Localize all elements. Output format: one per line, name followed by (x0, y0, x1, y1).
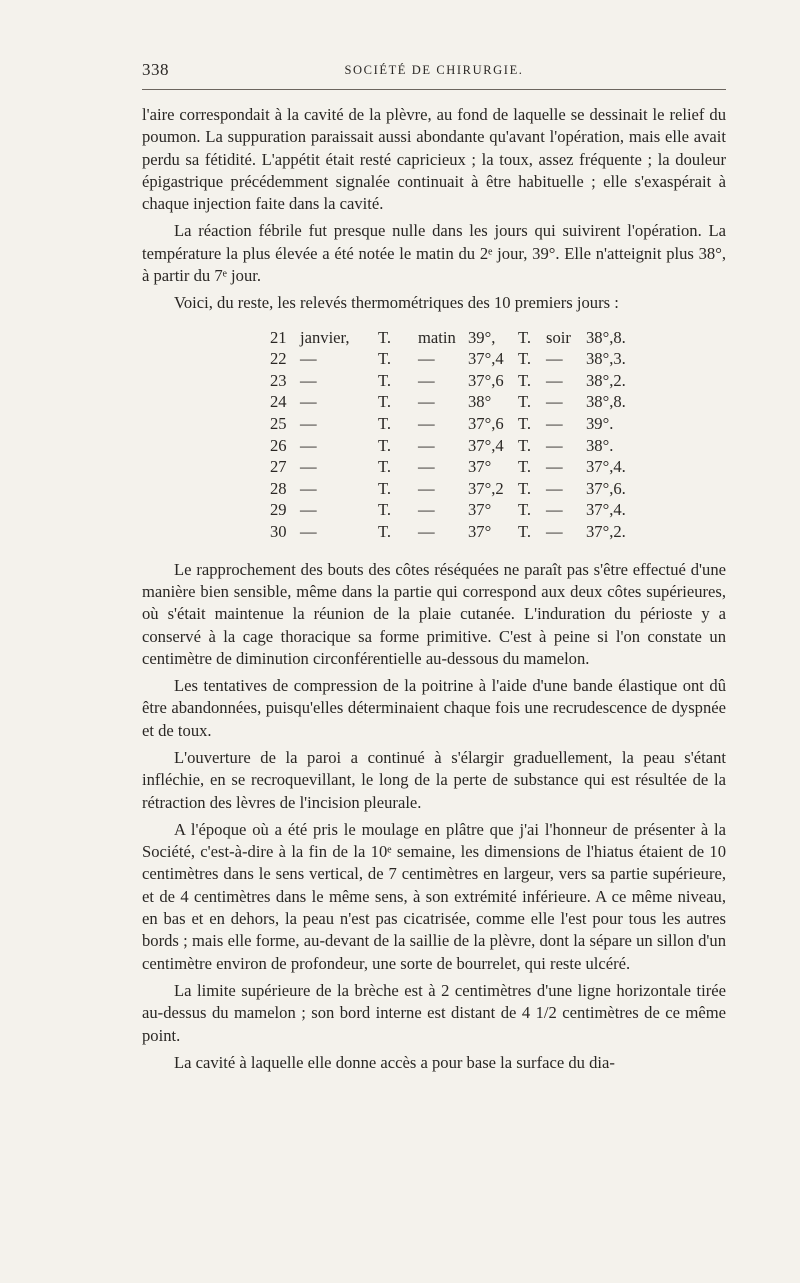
temperature-table (270, 327, 640, 543)
table-cell-month: — (300, 500, 317, 520)
table-cell-evening-label: — (546, 478, 563, 498)
table-cell-evening-label: soir (546, 327, 571, 347)
table-cell-evening-temp: 37°,6. (586, 478, 626, 498)
header-rule (142, 89, 726, 90)
paragraph: La limite supérieure de la brèche est à 2 centimètres d'une ligne horizontale tirée au-dessus du mamelon ; son bord interne est distant de 4 1/2 centimètres de ce même point. (142, 980, 726, 1045)
table-row (270, 435, 640, 457)
table-cell-t-morning: T. (378, 349, 392, 369)
table-cell-morning-temp: 37° (468, 522, 492, 542)
table-cell-month: — (300, 349, 317, 369)
table-cell-t-evening: T. (518, 522, 532, 542)
table-cell-evening-label: — (546, 457, 563, 477)
table-row (270, 521, 640, 543)
table-cell-day: 25 (270, 414, 287, 434)
table-cell-evening-temp: 39°. (586, 414, 614, 434)
table-row (270, 348, 640, 370)
table-cell-morning-temp: 37°,4 (468, 349, 504, 369)
table-cell-day: 30 (270, 522, 287, 542)
table-cell-evening-label: — (546, 500, 563, 520)
body-text (142, 104, 726, 1079)
paragraph: Le rapprochement des bouts des côtes réséquées ne paraît pas s'être effectué d'une manière bien sensible, même dans la partie qui correspond aux deux côtes supérieures, où s'était maintenue la réunion de la plaie cutanée. L'induration du périoste y a conservé à la cage thoracique sa forme primitive. C'est à peine si l'on constate un centimètre de diminution circonférentielle au-dessous du mamelon. (142, 559, 726, 668)
table-cell-morning-label: — (418, 457, 435, 477)
table-cell-evening-label: — (546, 392, 563, 412)
page-number: 338 (142, 60, 169, 79)
table-cell-evening-label: — (546, 435, 563, 455)
table-cell-morning-label: — (418, 349, 435, 369)
table-cell-evening-temp: 37°,4. (586, 500, 626, 520)
table-cell-morning-label: — (418, 370, 435, 390)
table-cell-t-evening: T. (518, 500, 532, 520)
paragraph: L'ouverture de la paroi a continué à s'élargir graduellement, la peau s'étant infléchie, en se recroquevillant, le long de la perte de substance qui est résultée de la rétraction des lèvres de l'incision pleurale. (142, 747, 726, 812)
table-cell-morning-label: — (418, 414, 435, 434)
table-cell-t-morning: T. (378, 522, 392, 542)
paragraph: Voici, du reste, les relevés thermométriques des 10 premiers jours : (174, 293, 619, 313)
paragraph: l'aire correspondait à la cavité de la plèvre, au fond de laquelle se dessinait le relief du poumon. La suppuration paraissait aussi abondante qu'avant l'opération, mais elle avait perdu sa fétidité. L'appétit était resté capricieux ; la toux, assez fréquente ; la douleur épigastrique précédemment signalée continuait à être habituelle ; elle s'exaspérait à chaque injection faite dans la cavité. (142, 105, 726, 214)
table-cell-evening-label: — (546, 522, 563, 542)
table-cell-month: — (300, 457, 317, 477)
table-row (270, 327, 640, 349)
paragraph: A l'époque où a été pris le moulage en plâtre que j'ai l'honneur de présenter à la Société, c'est-à-dire à la fin de la 10ᵉ semaine, les dimensions de l'hiatus étaient de 10 centimètres dans le sens vertical, de 7 centimètres en largeur, vers sa partie supérieure, et de 4 centimètres dans le même sens, à son extrémité inférieure. A ce même niveau, en bas et en dehors, la peau n'est pas cicatrisée, comme elle l'est pour tous les autres bords ; mais elle forme, au-devant de la saillie de la plèvre, dont la sépare un sillon d'un centimètre environ de profondeur, une sorte de bourrelet, qui reste ulcéré. (142, 819, 726, 973)
table-cell-morning-temp: 37°,2 (468, 478, 504, 498)
table-cell-month: janvier, (300, 327, 350, 347)
table-cell-morning-temp: 37°,4 (468, 435, 504, 455)
table-cell-morning-temp: 37°,6 (468, 370, 504, 390)
table-cell-t-morning: T. (378, 500, 392, 520)
table-cell-month: — (300, 522, 317, 542)
table-cell-evening-label: — (546, 349, 563, 369)
table-row (270, 456, 640, 478)
table-cell-month: — (300, 435, 317, 455)
table-cell-evening-temp: 37°,2. (586, 522, 626, 542)
table-cell-t-evening: T. (518, 478, 532, 498)
table-cell-t-evening: T. (518, 414, 532, 434)
table-cell-t-morning: T. (378, 370, 392, 390)
table-cell-morning-label: — (418, 435, 435, 455)
table-cell-day: 24 (270, 392, 287, 412)
table-cell-evening-label: — (546, 370, 563, 390)
table-cell-evening-temp: 37°,4. (586, 457, 626, 477)
table-cell-evening-temp: 38°,2. (586, 370, 626, 390)
table-cell-evening-temp: 38°,8. (586, 327, 626, 347)
table-cell-t-evening: T. (518, 327, 532, 347)
table-cell-morning-temp: 37°,6 (468, 414, 504, 434)
table-row (270, 478, 640, 500)
table-cell-month: — (300, 478, 317, 498)
table-cell-evening-label: — (546, 414, 563, 434)
table-cell-t-evening: T. (518, 435, 532, 455)
table-cell-evening-temp: 38°. (586, 435, 614, 455)
table-cell-t-morning: T. (378, 414, 392, 434)
table-cell-t-evening: T. (518, 370, 532, 390)
table-cell-morning-label: — (418, 392, 435, 412)
paragraph: La réaction fébrile fut presque nulle dans les jours qui suivirent l'opération. La température la plus élevée a été notée le matin du 2ᵉ jour, 39°. Elle n'atteignit plus 38°, à partir du 7ᵉ jour. (142, 221, 726, 286)
table-cell-day: 29 (270, 500, 287, 520)
page-header (142, 60, 726, 84)
table-cell-day: 22 (270, 349, 287, 369)
table-cell-t-morning: T. (378, 435, 392, 455)
table-cell-day: 28 (270, 478, 287, 498)
table-cell-t-morning: T. (378, 392, 392, 412)
paragraph: La cavité à laquelle elle donne accès a pour base la surface du dia- (174, 1052, 615, 1072)
table-row (270, 499, 640, 521)
table-cell-morning-temp: 38° (468, 392, 492, 412)
table-cell-t-evening: T. (518, 349, 532, 369)
table-cell-day: 27 (270, 457, 287, 477)
table-cell-morning-temp: 37° (468, 457, 492, 477)
table-cell-t-morning: T. (378, 457, 392, 477)
table-cell-t-morning: T. (378, 327, 392, 347)
table-cell-day: 21 (270, 327, 287, 347)
table-row (270, 391, 640, 413)
table-cell-morning-label: — (418, 478, 435, 498)
running-head: SOCIÉTÉ DE CHIRURGIE. (344, 63, 524, 77)
table-cell-evening-temp: 38°,3. (586, 349, 626, 369)
table-cell-morning-label: — (418, 522, 435, 542)
table-cell-morning-temp: 39°, (468, 327, 496, 347)
table-row (270, 370, 640, 392)
table-cell-month: — (300, 414, 317, 434)
table-cell-morning-label: matin (418, 327, 456, 347)
table-cell-t-evening: T. (518, 392, 532, 412)
table-cell-t-morning: T. (378, 478, 392, 498)
table-cell-evening-temp: 38°,8. (586, 392, 626, 412)
table-row (270, 413, 640, 435)
table-cell-day: 26 (270, 435, 287, 455)
paragraph: Les tentatives de compression de la poitrine à l'aide d'une bande élastique ont dû être abandonnées, puisqu'elles déterminaient chaque fois une recrudescence de dyspnée et de toux. (142, 676, 726, 740)
table-cell-morning-temp: 37° (468, 500, 492, 520)
table-cell-month: — (300, 392, 317, 412)
table-cell-t-evening: T. (518, 457, 532, 477)
table-cell-day: 23 (270, 370, 287, 390)
table-cell-month: — (300, 370, 317, 390)
table-cell-morning-label: — (418, 500, 435, 520)
